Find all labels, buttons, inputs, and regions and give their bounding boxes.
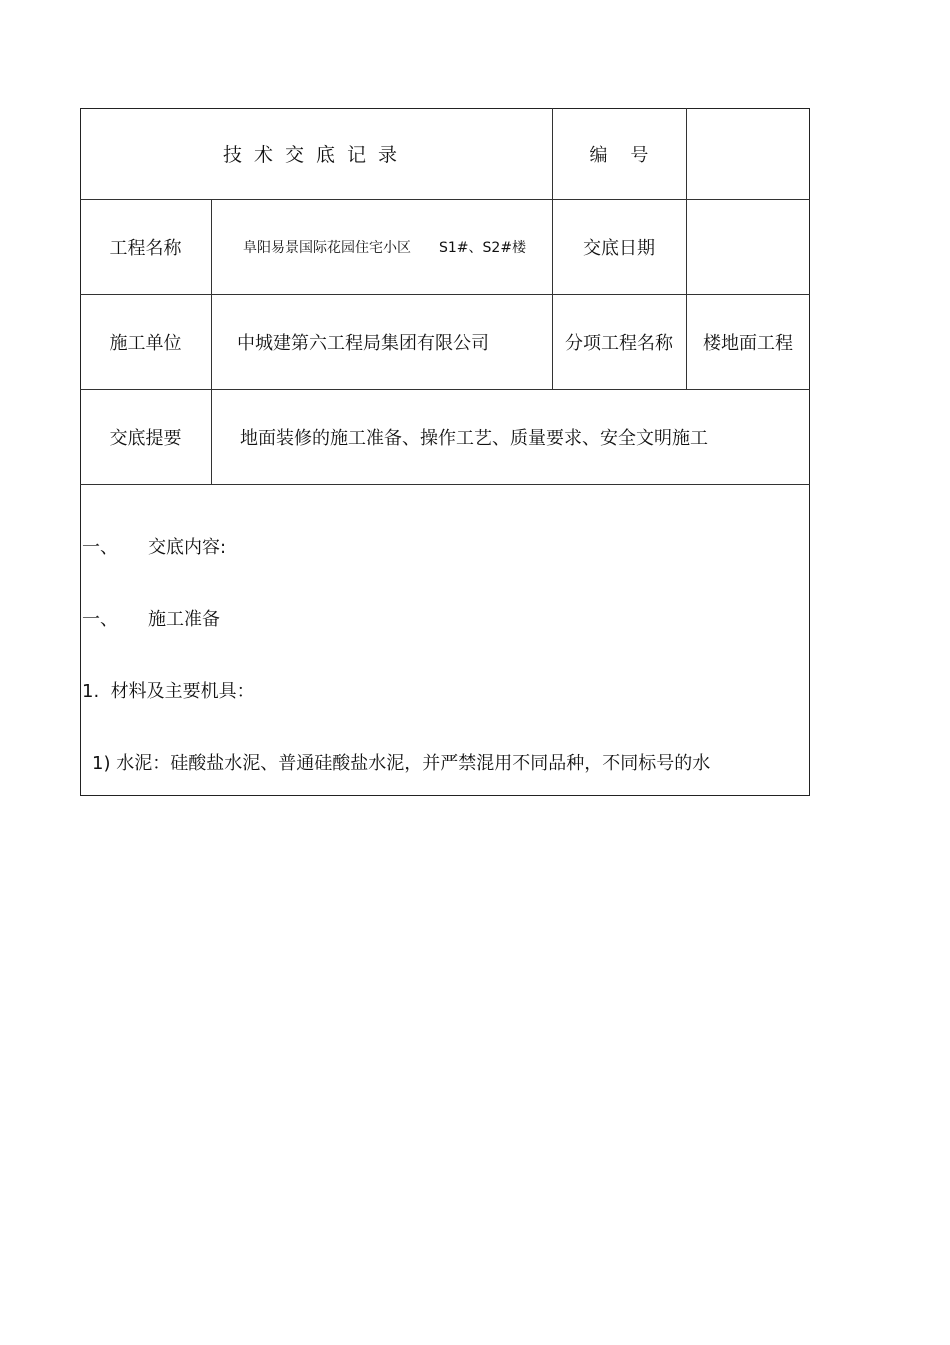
unit-value: 中城建第六工程局集团有限公司	[237, 332, 489, 354]
record-title: 技术交底记录	[222, 144, 409, 166]
project-name-value	[243, 199, 548, 294]
section-number: 一、	[82, 609, 118, 630]
subsection-heading: 1. 材料及主要机具：	[82, 681, 255, 702]
section-heading: 施工准备	[148, 609, 220, 630]
unit-label: 施工单位	[109, 332, 182, 354]
summary-value: 地面装修的施工准备、操作工艺、质量要求、安全文明施工	[240, 427, 708, 449]
project-name-text: 阜阳易景国际花园住宅小区	[243, 239, 411, 256]
section-heading: 交底内容:	[148, 537, 227, 558]
divider	[211, 199, 212, 484]
project-buildings-text: S1#、S2#楼	[439, 239, 527, 256]
divider	[80, 484, 810, 485]
subitem-label: 分项工程名称	[565, 332, 673, 354]
date-label: 交底日期	[583, 237, 655, 259]
number-value	[686, 108, 810, 199]
date-value	[686, 199, 810, 294]
section-number: 一、	[82, 537, 118, 558]
project-name-label: 工程名称	[109, 237, 182, 259]
subitem-value: 楼地面工程	[703, 332, 793, 354]
number-label: 编 号	[589, 144, 649, 166]
paragraph-text: 1) 水泥：硅酸盐水泥、普通硅酸盐水泥，并严禁混用不同品种，不同标号的水	[92, 753, 711, 774]
summary-label: 交底提要	[109, 427, 182, 449]
